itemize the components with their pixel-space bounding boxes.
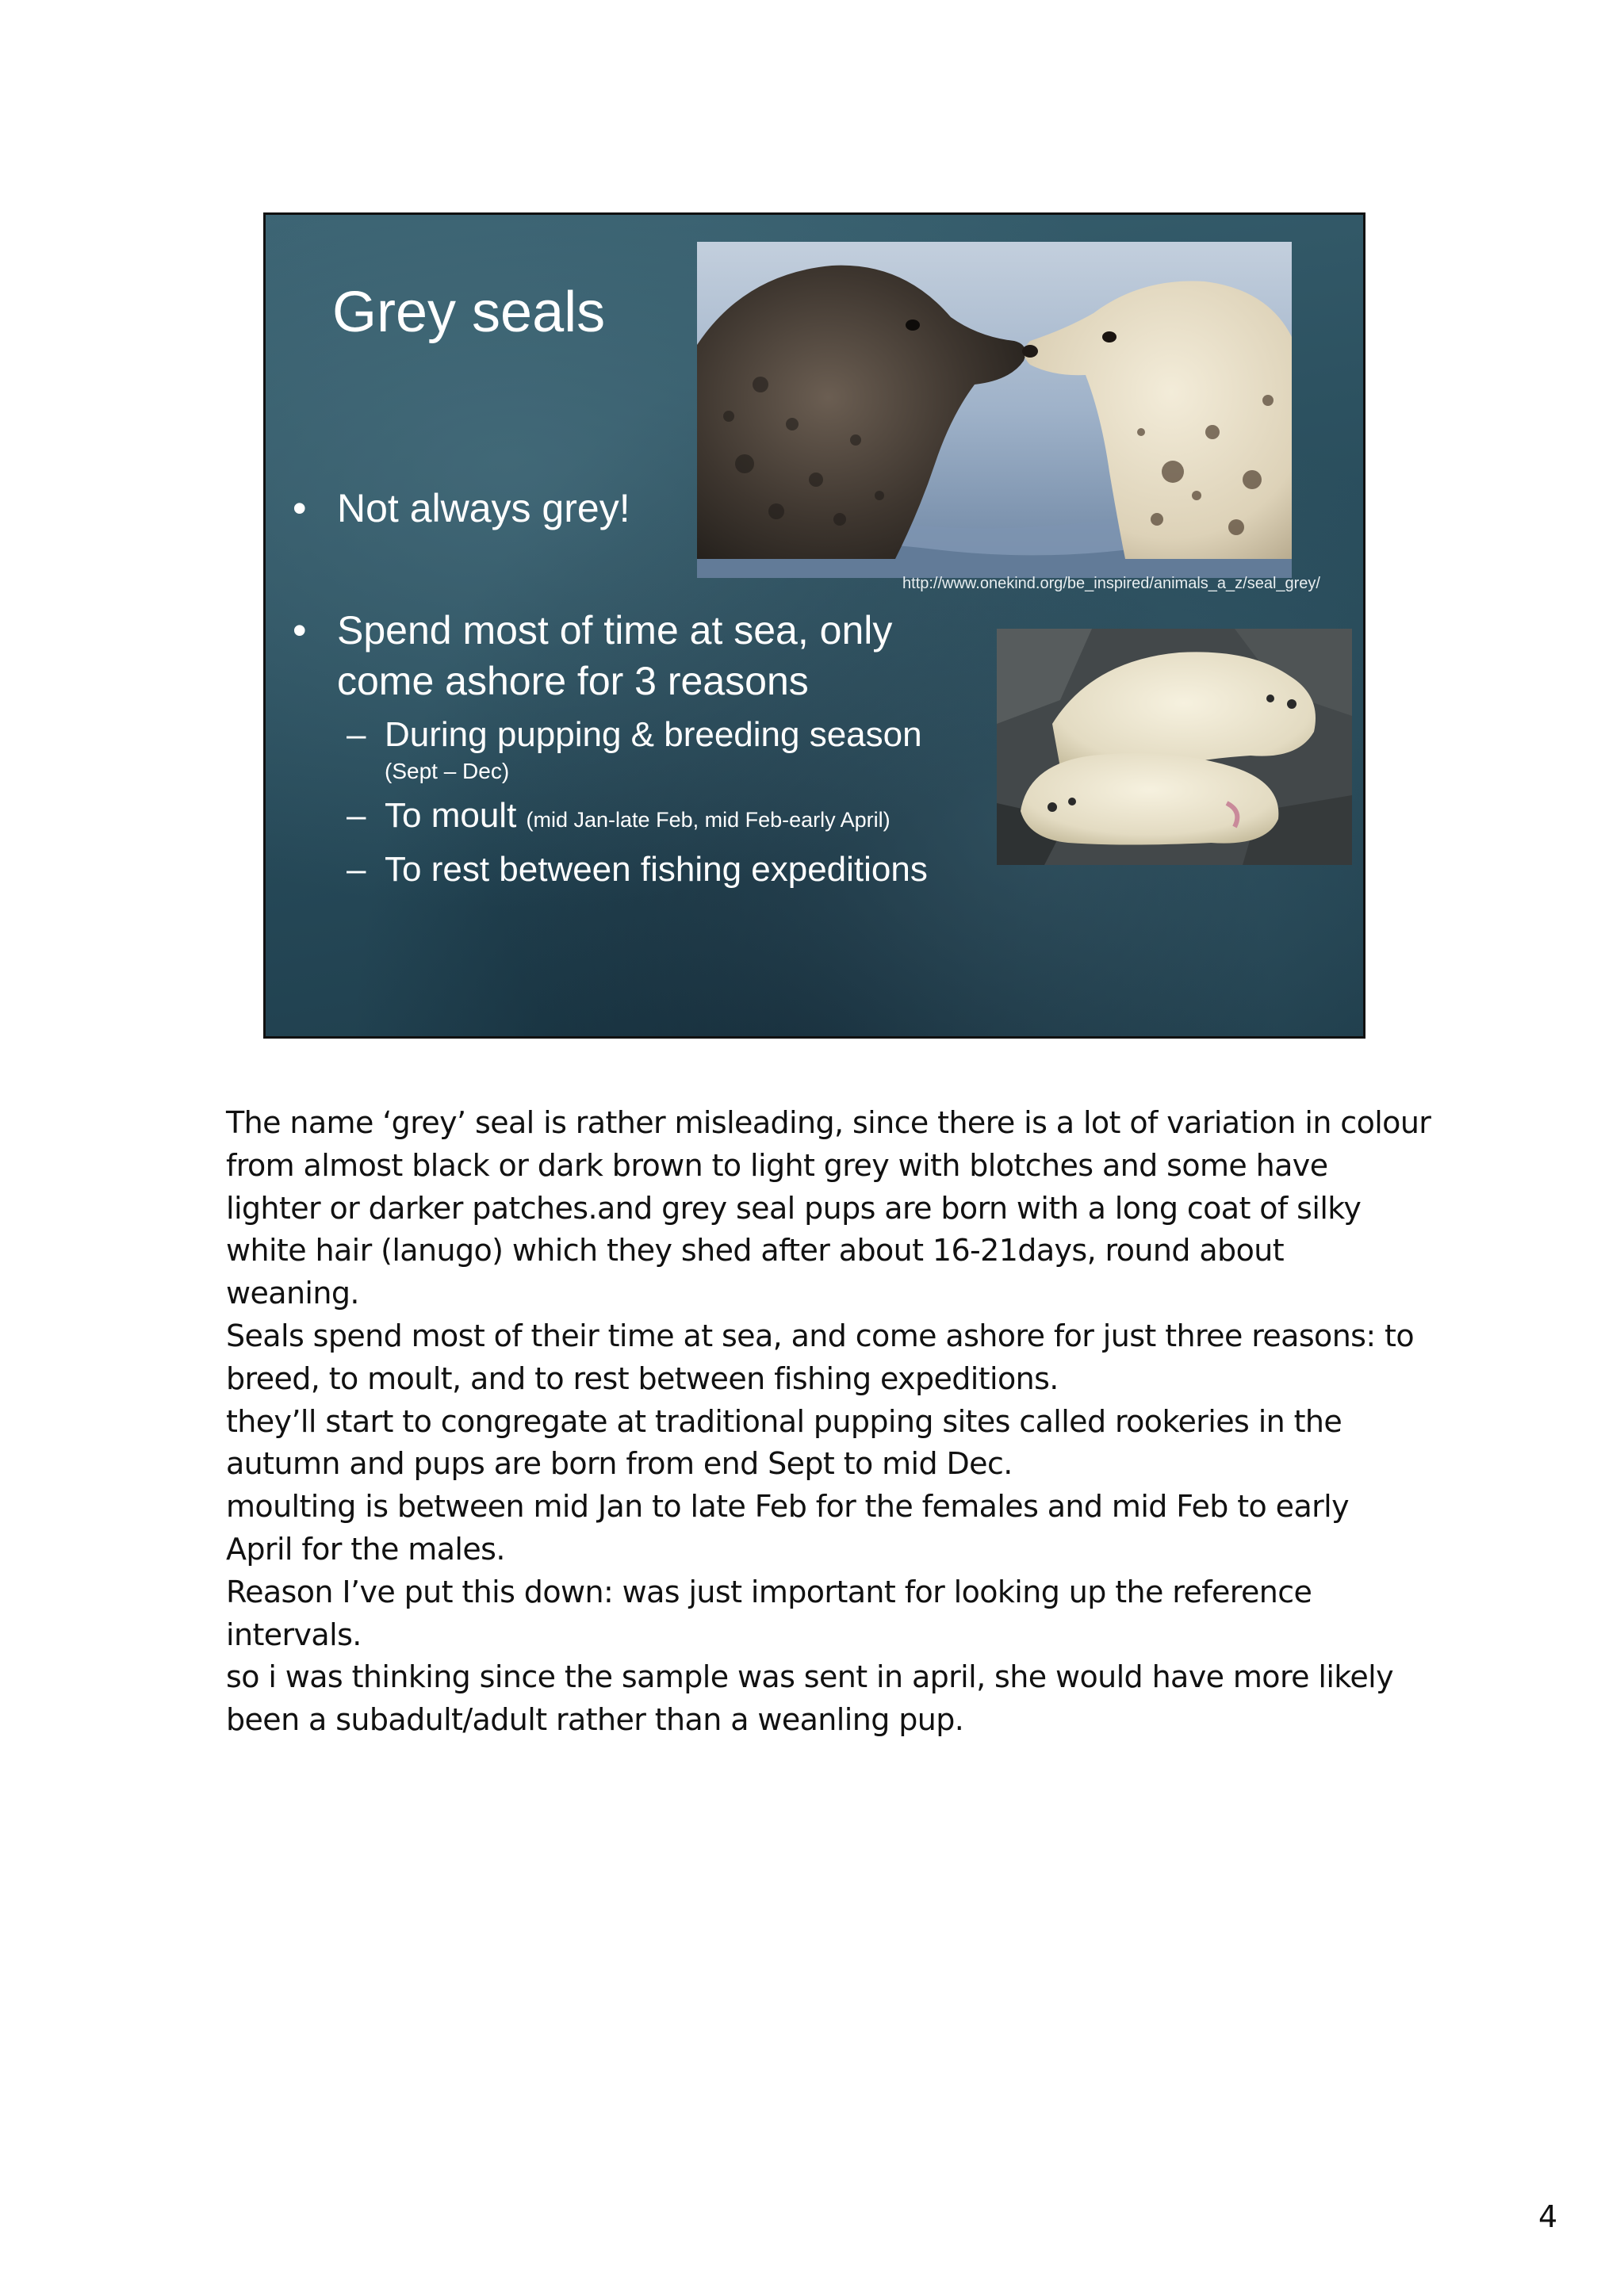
slide [263, 212, 1365, 1039]
dash-symbol: – [347, 850, 366, 889]
sub-item-pupping-season [347, 714, 922, 756]
notes-line: autumn and pups are born from end Sept to mid Dec. [226, 1446, 1013, 1482]
speaker-notes [226, 1102, 1431, 1742]
bullet-text-line-1: Spend most of time at sea, only [337, 608, 893, 652]
notes-line: breed, to moult, and to rest between fishing expeditions. [226, 1360, 1059, 1396]
page-number: 4 [1538, 2199, 1558, 2234]
notes-line: moulting is between mid Jan to late Feb for the females and mid Feb to early [226, 1489, 1350, 1525]
seal-pups-photo [997, 629, 1352, 865]
seals-kissing-photo [697, 242, 1292, 578]
bullet-not-always-grey [293, 483, 781, 534]
dash-symbol: – [347, 715, 366, 754]
notes-line: intervals. [226, 1617, 362, 1652]
notes-line: been a subadult/adult rather than a weanling pup. [226, 1702, 964, 1738]
bullet-spend-time-at-sea [293, 605, 971, 706]
notes-line: weaning. [226, 1276, 359, 1311]
bullet-symbol: • [293, 608, 307, 652]
notes-line: The name ‘grey’ seal is rather misleading, since there is a lot of variation in colour [226, 1105, 1431, 1140]
sub-item-moult [347, 795, 891, 840]
bullet-symbol: • [293, 486, 307, 530]
sub-item-moult-dates: (mid Jan-late Feb, mid Feb-early April) [526, 808, 891, 832]
bullet-text: Not always grey! [337, 486, 630, 530]
photo-credit-url: http://www.onekind.org/be_inspired/animals_a_z/seal_grey/ [902, 575, 1320, 592]
notes-line: they’ll start to congregate at traditional pupping sites called rookeries in the [226, 1403, 1342, 1439]
sub-item-text: During pupping & breeding season [385, 715, 922, 754]
sub-item-pupping-dates: (Sept – Dec) [385, 759, 510, 783]
notes-line: lighter or darker patches.and grey seal pups are born with a long coat of silky [226, 1190, 1362, 1226]
notes-line: white hair (lanugo) which they shed after about 16-21days, round about [226, 1233, 1284, 1269]
notes-line: April for the males. [226, 1531, 505, 1567]
notes-line: Reason I’ve put this down: was just important for looking up the reference [226, 1574, 1312, 1609]
sub-item-rest [347, 849, 928, 890]
bullet-text-line-2: come ashore for 3 reasons [337, 659, 809, 703]
notes-line: Seals spend most of their time at sea, and come ashore for just three reasons: to [226, 1318, 1415, 1353]
sub-item-text: To rest between fishing expeditions [385, 850, 928, 889]
dash-symbol: – [347, 796, 366, 835]
sub-item-text: To moult [385, 796, 527, 835]
slide-title: Grey seals [332, 281, 606, 344]
notes-line: from almost black or dark brown to light grey with blotches and some have [226, 1147, 1328, 1183]
notes-line: so i was thinking since the sample was sent in april, she would have more likely [226, 1659, 1393, 1695]
